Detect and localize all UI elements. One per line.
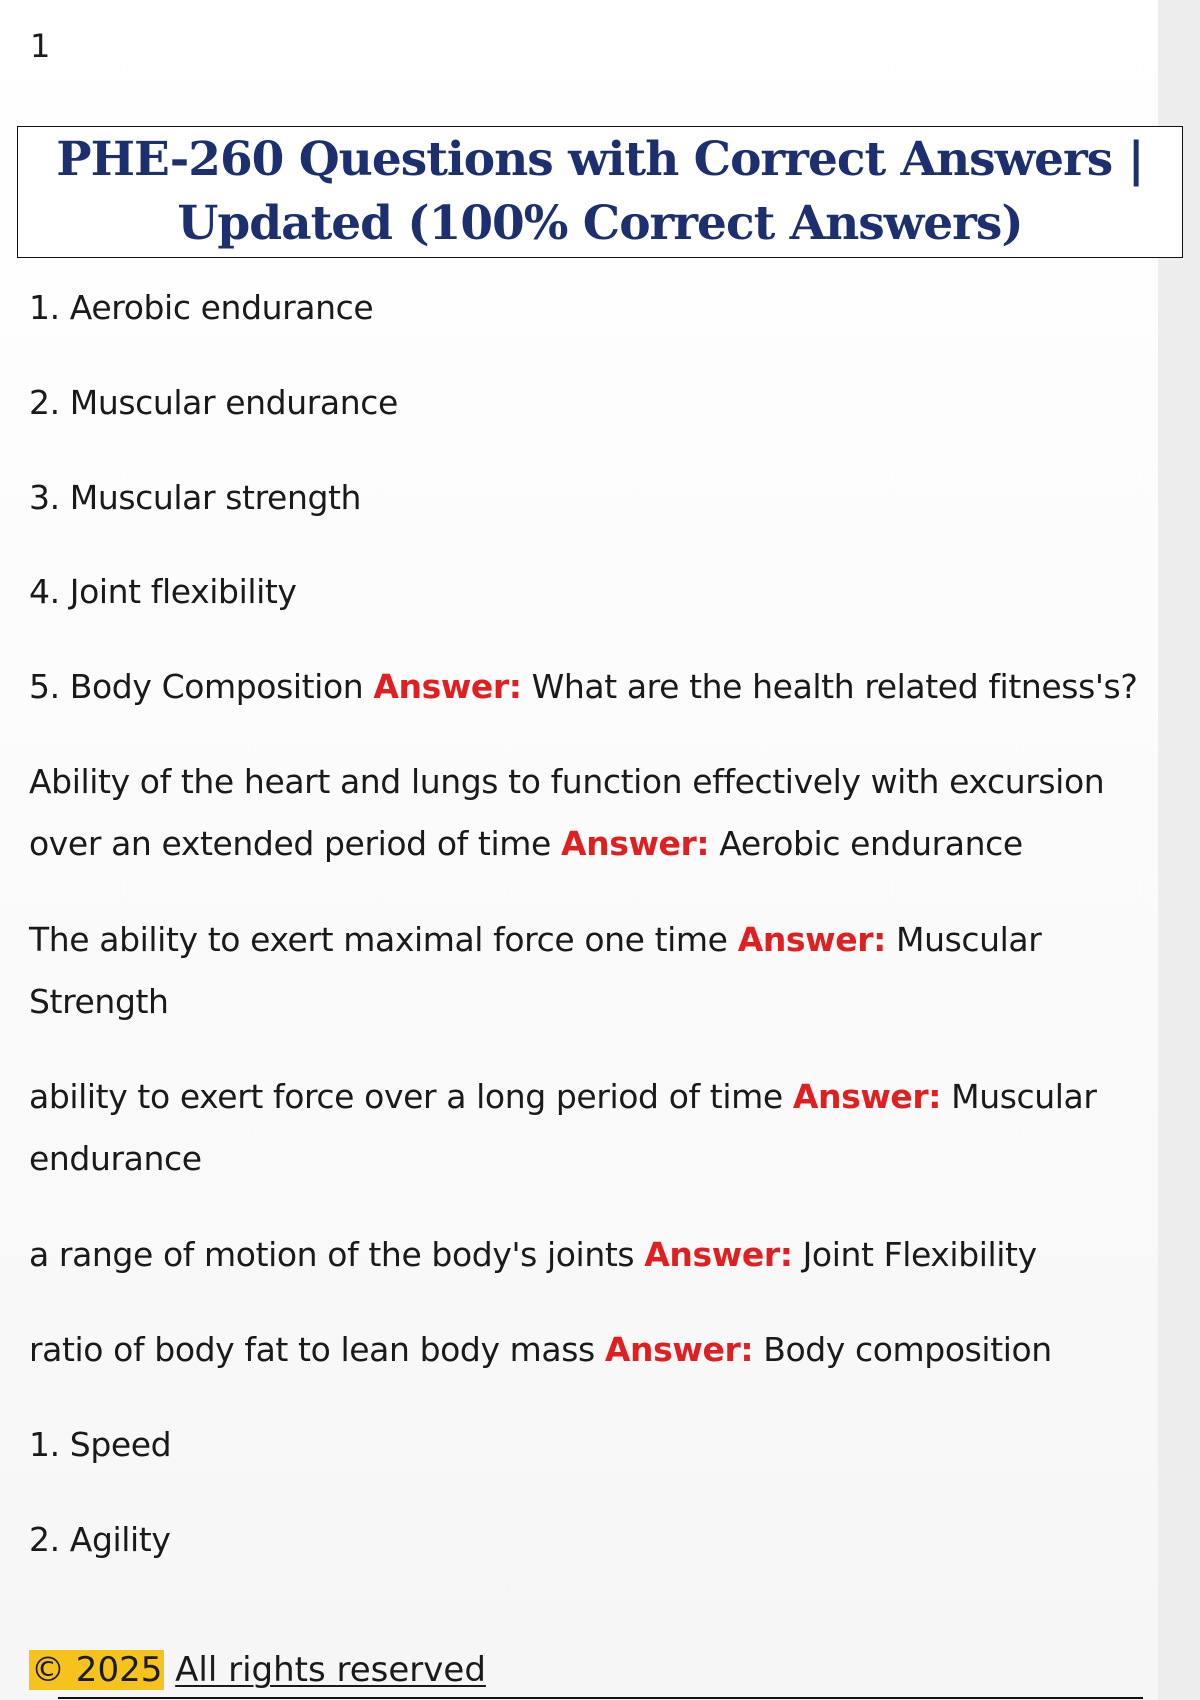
answer-label: Answer:: [792, 1077, 942, 1116]
list-item: 2. Agility: [29, 1520, 171, 1559]
qa-question: Ability of the heart and lungs to function effectively with excursion: [29, 762, 1105, 801]
qa-answer: Joint Flexibility: [792, 1235, 1037, 1274]
qa-answer: Aerobic endurance: [709, 824, 1023, 863]
rights-text: All rights reserved: [175, 1650, 486, 1690]
title-line-2: Updated (100% Correct Answers): [177, 196, 1023, 251]
list-item: 1. Aerobic endurance: [29, 288, 374, 327]
answer-label: Answer:: [560, 824, 710, 863]
page-number: 1: [30, 27, 51, 65]
answer-label: Answer:: [604, 1330, 754, 1369]
qa-item: [29, 667, 1137, 707]
list-item: 2. Muscular endurance: [29, 383, 398, 422]
qa-text: ability to exert force over a long period of time: [29, 1077, 793, 1116]
qa-answer-cont: Strength: [29, 982, 169, 1021]
list-item: 1. Speed: [29, 1425, 172, 1464]
copyright-notice: © 2025: [31, 1650, 163, 1690]
footer: [29, 1650, 486, 1690]
answer-label: Answer:: [737, 920, 886, 959]
qa-answer: Muscular: [885, 920, 1042, 959]
list-item: 4. Joint flexibility: [29, 572, 297, 611]
title-line-1: PHE-260 Questions with Correct Answers |: [56, 132, 1144, 187]
qa-item: [29, 1235, 1037, 1275]
qa-answer: Body composition: [753, 1330, 1052, 1369]
title-box: [17, 126, 1183, 258]
qa-text: ratio of body fat to lean body mass: [29, 1330, 605, 1369]
qa-text: over an extended period of time: [29, 824, 561, 863]
qa-answer-cont: endurance: [29, 1139, 202, 1178]
qa-text: 5. Body Composition: [29, 667, 374, 706]
qa-answer: What are the health related fitness's?: [521, 667, 1138, 706]
qa-text: The ability to exert maximal force one time: [29, 920, 738, 959]
qa-item: [29, 824, 1023, 864]
qa-answer: Muscular: [941, 1077, 1097, 1116]
qa-text: a range of motion of the body's joints: [29, 1235, 645, 1274]
qa-item: [29, 1077, 1097, 1117]
document-title: [56, 128, 1143, 256]
footer-divider: [58, 1697, 1143, 1699]
qa-item: [29, 1330, 1052, 1370]
qa-item: [29, 920, 1041, 960]
answer-label: Answer:: [644, 1235, 793, 1274]
list-item: 3. Muscular strength: [29, 478, 362, 517]
answer-label: Answer:: [373, 667, 522, 706]
